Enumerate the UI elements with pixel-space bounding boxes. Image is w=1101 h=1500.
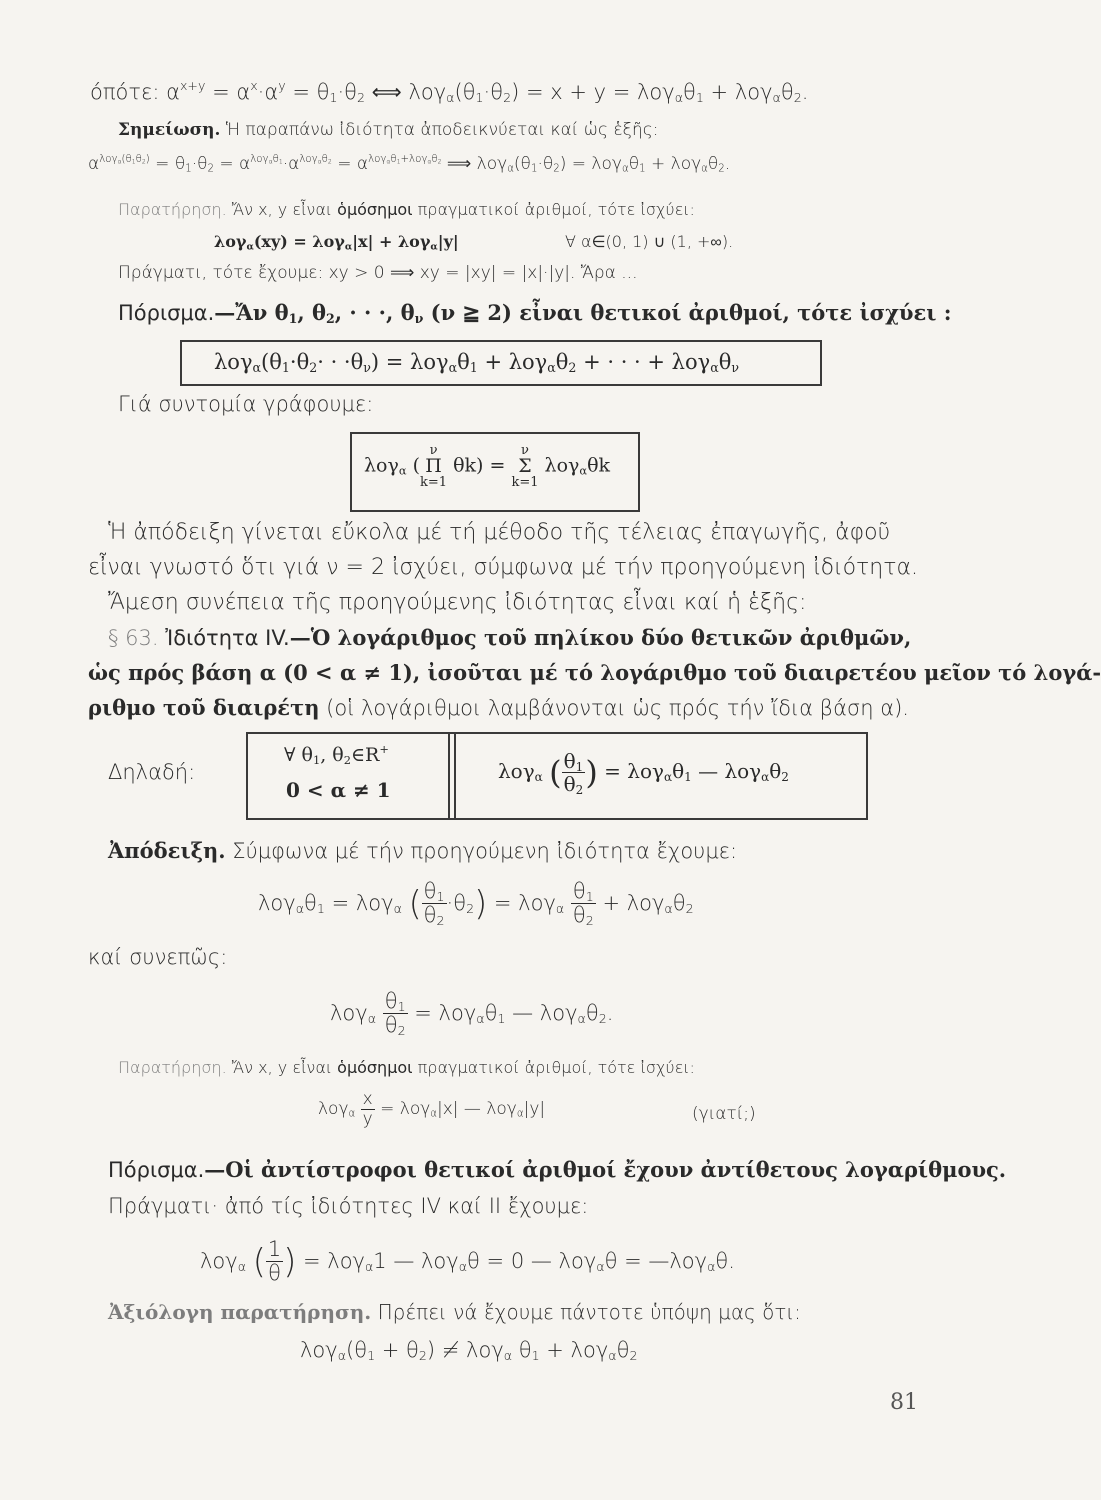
notable-remark-line bbox=[108, 1300, 801, 1324]
proof-equation-2 bbox=[330, 990, 613, 1037]
formula-box-3 bbox=[246, 732, 868, 820]
numerator: $\theta_1$ bbox=[563, 749, 584, 774]
equation-line-3-condition: ∀ α∈(0, 1) ∪ (1, +∞). bbox=[565, 232, 734, 251]
eq2-rhs: = $\lambda o\gamma_\alpha\theta_1$ — $\lambda o\gamma_\alpha\theta_2$. bbox=[414, 1000, 614, 1026]
proof-label: Ἀπόδειξη. bbox=[108, 838, 226, 863]
corollary-line bbox=[118, 300, 952, 325]
box3-formula bbox=[498, 750, 789, 795]
remark-2-label: Παρατήρηση. bbox=[118, 1058, 227, 1077]
why-note: (γιατί;) bbox=[692, 1104, 756, 1124]
notable-remark-text: Πρέπει νά ἔχουμε πάντοτε ὑπόψη μας ὅτι: bbox=[371, 1300, 801, 1324]
denominator: θ bbox=[268, 1261, 281, 1286]
fraction bbox=[562, 750, 586, 795]
fraction bbox=[266, 1238, 283, 1285]
formula-box-2-text: λογ$_\alpha$ ( ν Π k=1 θk) = ν Σ k=1 λογ$_\alpha$θk bbox=[364, 443, 611, 490]
left-paren-icon: ( bbox=[252, 1242, 266, 1282]
note-label: Σημείωση. bbox=[118, 120, 221, 140]
eq1-lhs: $\lambda o\gamma_\alpha\theta_1 = \lambda o\gamma_\alpha$ bbox=[258, 890, 402, 916]
numerator: $\theta_1$ bbox=[423, 879, 445, 905]
left-paren-icon: ( bbox=[408, 884, 422, 924]
section-text-1: —Ὁ λογάριθμος τοῦ πηλίκου δύο θετικῶν ἀριθμῶν, bbox=[289, 625, 912, 650]
formula-box-1-text: $\lambda o\gamma_\alpha(\theta_1\cdot\theta_2\cdot \cdot \cdot\theta_\nu) = \lambda o\gamma_\alpha\theta_1 + \lambda o\gamma_\alpha\theta_2$ + · · · + $\lambda o\gamma_\alpha\theta_\nu$ bbox=[214, 350, 740, 376]
numerator: 1 bbox=[267, 1237, 282, 1261]
eq3-lhs: λογ$_\alpha$ bbox=[318, 1099, 356, 1120]
proof-heading bbox=[108, 838, 737, 863]
section-text-2: ὡς πρός βάση α (0 < α ≠ 1), ἰσοῦται μέ τό λογάριθμο τοῦ διαιρετέου μεῖον τό λογά- bbox=[88, 660, 1101, 685]
proof-equation-1 bbox=[258, 880, 694, 927]
numerator: $\theta_1$ bbox=[384, 989, 406, 1015]
denominator: y bbox=[362, 1108, 373, 1129]
section-title: Ἰδιότητα IV. bbox=[165, 626, 290, 650]
box3-condition-1: ∀ $\theta_1$, $\theta_2\in R^+$ bbox=[284, 742, 389, 767]
page-number: 81 bbox=[890, 1390, 918, 1415]
box3-rhs: = $\lambda o\gamma_\alpha\theta_1$ — $\lambda o\gamma_\alpha\theta_2$ bbox=[604, 759, 789, 784]
section-number: § 63. bbox=[108, 626, 159, 650]
right-paren-icon: ) bbox=[283, 1242, 297, 1282]
right-paren-icon: ) bbox=[585, 753, 598, 792]
fraction bbox=[361, 1090, 375, 1128]
remark-2-line bbox=[118, 1058, 695, 1077]
paragraph-line-1: Ἡ ἀπόδειξη γίνεται εὔκολα μέ τή μέθοδο τῆς τέλειας ἐπαγωγῆς, ἀφοῦ bbox=[108, 520, 891, 545]
shorthand-line: Γιά συντομία γράφουμε: bbox=[118, 392, 374, 416]
corollary-2-text: —Οἱ ἀντίστροφοι θετικοί ἀριθμοί ἔχουν ἀντίθετους λογαρίθμους. bbox=[204, 1157, 1007, 1182]
reciprocal-equation bbox=[200, 1238, 735, 1285]
equation-line-3: λογ$_\alpha$(xy) = λογ$_\alpha$|x| + λογ$_\alpha$|y| bbox=[214, 232, 459, 253]
fraction bbox=[422, 880, 447, 927]
fraction bbox=[383, 990, 408, 1037]
note-line bbox=[118, 120, 659, 140]
box-divider bbox=[448, 734, 456, 818]
section-text-3-normal: (οἱ λογάριθμοι λαμβάνονται ὡς πρός τήν ἴδια βάση α). bbox=[319, 696, 909, 720]
corollary-label: Πόρισμα. bbox=[118, 301, 215, 325]
numerator: $\theta_1$ bbox=[572, 879, 594, 905]
denominator: $\theta_2$ bbox=[384, 1013, 406, 1039]
eq4-rhs: = λογ$_\alpha$1 — λογ$_\alpha$θ = 0 — λογ$_\alpha$θ = —λογ$_\alpha$θ. bbox=[303, 1248, 735, 1274]
eq1-middle: = λογ$_\alpha$ bbox=[493, 890, 565, 916]
corollary-2-label: Πόρισμα. bbox=[108, 1158, 205, 1182]
eq1-rhs: + $\lambda o\gamma_\alpha\theta_2$ bbox=[602, 890, 694, 916]
denominator: $\theta_2$ bbox=[563, 772, 584, 797]
note-text: Ἡ παραπάνω ἰδιότητα ἀποδεικνύεται καί ὡς ἑξῆς: bbox=[220, 120, 659, 140]
box3-lhs: λογ$_\alpha$ bbox=[498, 759, 543, 784]
eq2-lhs: λογ$_\alpha$ bbox=[330, 1000, 377, 1026]
denominator: $\theta_2$ bbox=[423, 903, 445, 929]
formula-box-1 bbox=[180, 340, 822, 386]
numerator: x bbox=[362, 1089, 373, 1109]
left-paren-icon: ( bbox=[549, 753, 562, 792]
paragraph-line-2: εἶναι γνωστό ὅτι γιά ν = 2 ἰσχύει, σύμφωνα μέ τήν προηγούμενη ἰδιότητα. bbox=[88, 555, 918, 580]
remark-line bbox=[118, 200, 695, 219]
remark-2-equation bbox=[318, 1090, 545, 1128]
proof-text: Σύμφωνα μέ τήν προηγούμενη ἰδιότητα ἔχουμε: bbox=[225, 839, 738, 863]
fraction bbox=[571, 880, 596, 927]
section-63-heading bbox=[108, 625, 911, 650]
remark-2-text: Ἄν x, y εἶναι ὁμόσημοι πραγματικοί ἀριθμοί, τότε ἰσχύει: bbox=[226, 1058, 695, 1077]
indeed-line: Πράγματι· ἀπό τίς ἰδιότητες IV καί II ἔχουμε: bbox=[108, 1194, 589, 1218]
equation-line-1: όπότε: $\alpha^{x+y} = \alpha^x\cdot\alpha^y = \theta_1\cdot\theta_2$ ⟺ $\lambda o\gamma_\alpha(\theta_1\cdot\theta_2) = x + y = \lambda o\gamma_\alpha\theta_1 + \lambda o\gamma_\alpha\theta_2$. bbox=[90, 78, 809, 106]
proof-line: Πράγματι, τότε ἔχουμε: xy > 0 ⟹ xy = |xy| = |x|·|y|. Ἄρα ... bbox=[118, 263, 638, 283]
corollary-2-line bbox=[108, 1157, 1006, 1182]
right-paren-icon: ) bbox=[474, 884, 488, 924]
eq1-factor: $\cdot\theta_2$ bbox=[446, 890, 475, 916]
eq3-rhs: = λογ$_\alpha$|x| — λογ$_\alpha$|y| bbox=[380, 1099, 546, 1120]
that-is-label: Δηλαδή: bbox=[108, 760, 196, 784]
box3-condition-2: 0 < α ≠ 1 bbox=[286, 778, 391, 802]
section-text-3 bbox=[88, 695, 909, 720]
corollary-text: —Ἄν $\theta_1$, $\theta_2$, · · ·, $\theta_\nu$ (ν ≧ 2) εἶναι θετικοί ἀριθμοί, τότε ἰσχύει : bbox=[214, 300, 952, 327]
consequently-label: καί συνεπῶς: bbox=[88, 945, 228, 969]
section-text-3-bold: ριθμο τοῦ διαιρέτη bbox=[88, 695, 320, 720]
notable-remark-label: Ἀξιόλογη παρατήρηση. bbox=[108, 1300, 372, 1324]
equation-line-2: $\alpha^{\lambda o\gamma_\alpha(\theta_1\theta_2)} = \theta_1\cdot\theta_2 = \alpha^{\lambda o\gamma_\alpha\theta_1}\cdot\alpha^{\lambda o\gamma_\alpha\theta_2} = \alpha^{\lambda o\gamma_\alpha\theta_1+\lambda o\gamma_\alpha\theta_2}$ ⟹ $\lambda o\gamma_\alpha(\theta_1\cdot\theta_2) = \lambda o\gamma_\alpha\theta_1 + \lambda o\gamma_\alpha\theta_2$. bbox=[88, 153, 731, 175]
remark-label: Παρατήρηση. bbox=[118, 200, 227, 219]
denominator: $\theta_2$ bbox=[572, 903, 594, 929]
paragraph-line-3: Ἄμεση συνέπεια τῆς προηγούμενης ἰδιότητας εἶναι καί ἡ ἑξῆς: bbox=[108, 590, 807, 615]
inequality-equation: $\lambda o\gamma_\alpha(\theta_1 + \theta_2) \ne \lambda o\gamma_\alpha$ $\theta_1 + \lambda o\gamma_\alpha\theta_2$ bbox=[300, 1338, 638, 1364]
eq4-lhs: λογ$_\alpha$ bbox=[200, 1248, 247, 1274]
formula-box-2 bbox=[350, 432, 640, 512]
remark-text: Ἄν x, y εἶναι ὁμόσημοι πραγματικοί ἀριθμοί, τότε ἰσχύει: bbox=[226, 200, 695, 219]
